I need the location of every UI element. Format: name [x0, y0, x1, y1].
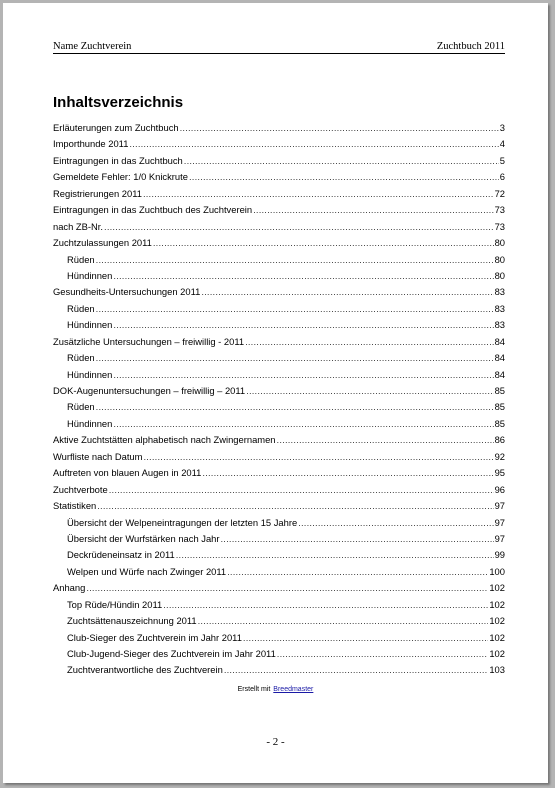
header-left: Name Zuchtverein	[53, 41, 132, 52]
toc-entry-page: 103	[489, 664, 505, 676]
toc-entry-page: 83	[494, 302, 505, 314]
toc-entry-page: 83	[494, 319, 505, 331]
toc-entry-page: 97	[494, 500, 505, 512]
toc-entry-label: Gesundheits-Untersuchungen 2011	[53, 286, 201, 298]
toc-dot-leader	[277, 432, 494, 448]
toc-dot-leader	[189, 169, 499, 185]
toc-entry-page: 80	[494, 237, 505, 249]
toc-entry-label: Rüden	[67, 401, 95, 413]
toc-entry-label: Eintragungen in das Zuchtbuch	[53, 154, 183, 166]
toc-entry[interactable]	[53, 317, 505, 333]
toc-dot-leader	[86, 580, 488, 596]
toc-entry-label: Zuchtsättenauszeichnung 2011	[67, 615, 197, 627]
toc-entry-label: Statistiken	[53, 500, 97, 512]
toc-entry-page: 4	[499, 138, 505, 150]
toc-entry-page: 102	[489, 598, 505, 610]
toc-entry-page: 102	[489, 615, 505, 627]
toc-dot-leader	[198, 613, 489, 629]
toc-entry-label: Erläuterungen zum Zuchtbuch	[53, 122, 179, 133]
toc-entry[interactable]	[53, 219, 505, 235]
toc-dot-leader	[97, 498, 493, 514]
toc-entry-page: 80	[494, 253, 505, 265]
toc-entry-label: Zuchtverbote	[53, 483, 108, 495]
toc-entry-page: 6	[499, 171, 505, 183]
toc-entry-page: 72	[494, 187, 505, 199]
running-header	[53, 41, 505, 54]
toc-entry[interactable]	[53, 350, 505, 366]
toc-entry-page: 99	[494, 549, 505, 561]
toc-entry-label: Importhunde 2011	[53, 138, 129, 150]
toc-entry-page: 85	[494, 401, 505, 413]
toc-entry[interactable]	[53, 334, 505, 350]
breedmaster-link[interactable]: Breedmaster	[273, 686, 314, 693]
toc-entry-label: nach ZB-Nr.	[53, 220, 104, 232]
toc-dot-leader	[109, 482, 494, 498]
toc-entry-label: Aktive Zuchtstätten alphabetisch nach Zwingernamen	[53, 434, 276, 446]
toc-entry[interactable]	[53, 547, 505, 563]
toc-entry-label: Hündinnen	[67, 368, 113, 380]
toc-dot-leader	[221, 531, 494, 547]
toc-entry[interactable]	[53, 630, 505, 646]
toc-entry-page: 84	[494, 352, 505, 364]
toc-entry[interactable]	[53, 136, 505, 152]
toc-entry-label: Auftreten von blauen Augen in 2011	[53, 467, 202, 479]
toc-entry[interactable]	[53, 482, 505, 498]
toc-entry[interactable]	[53, 597, 505, 613]
created-with-text: Erstellt mit	[237, 686, 271, 693]
toc-entry-label: Hündinnen	[67, 417, 113, 429]
created-with-note	[3, 686, 548, 693]
toc-dot-leader	[143, 449, 493, 465]
toc-entry-label: Club-Jugend-Sieger des Zuchtverein im Jahr 2011	[67, 648, 276, 659]
toc-entry-label: Rüden	[67, 352, 95, 364]
toc-dot-leader	[113, 367, 493, 383]
toc-entry[interactable]	[53, 367, 505, 383]
toc-entry[interactable]	[53, 515, 505, 531]
toc-dot-leader	[104, 219, 494, 235]
toc-dot-leader	[245, 334, 493, 350]
toc-dot-leader	[227, 564, 488, 580]
toc-entry[interactable]	[53, 416, 505, 432]
toc-entry-page: 102	[489, 582, 505, 594]
toc-dot-leader	[246, 383, 493, 399]
toc-entry-label: Zusätzliche Untersuchungen – freiwillig - 2011	[53, 335, 245, 347]
toc-entry-label: Hündinnen	[67, 319, 113, 331]
toc-entry-page: 84	[494, 368, 505, 380]
toc-dot-leader	[298, 515, 493, 531]
toc-entry-page: 102	[489, 648, 505, 659]
toc-entry-page: 97	[494, 532, 505, 544]
toc-dot-leader	[180, 120, 499, 136]
toc-entry-page: 85	[494, 417, 505, 429]
toc-entry[interactable]	[53, 465, 505, 481]
toc-entry[interactable]	[53, 235, 505, 251]
toc-entry-page: 96	[494, 483, 505, 495]
toc-entry-label: Welpen und Würfe nach Zwinger 2011	[67, 565, 227, 577]
toc-entry[interactable]	[53, 662, 505, 678]
toc-entry-page: 5	[499, 154, 505, 166]
toc-entry-label: Übersicht der Wurfstärken nach Jahr	[67, 532, 220, 544]
toc-entry-page: 95	[494, 467, 505, 479]
toc-dot-leader	[113, 268, 493, 284]
toc-entry-page: 84	[494, 335, 505, 347]
toc-entry-label: Zuchtzulassungen 2011	[53, 237, 152, 249]
toc-dot-leader	[96, 399, 494, 415]
toc-dot-leader	[113, 317, 493, 333]
toc-entry[interactable]	[53, 399, 505, 415]
toc-dot-leader	[163, 597, 488, 613]
toc-entry-label: Deckrüdeneinsatz in 2011	[67, 549, 175, 561]
toc-entry-page: 73	[494, 204, 505, 216]
toc-dot-leader	[153, 235, 494, 251]
header-right: Zuchtbuch 2011	[436, 41, 505, 52]
toc-entry[interactable]	[53, 432, 505, 448]
toc-dot-leader	[202, 465, 493, 481]
toc-entry[interactable]	[53, 613, 505, 629]
toc-entry-page: 3	[499, 122, 505, 133]
toc-entry[interactable]	[53, 301, 505, 317]
toc-entry[interactable]	[53, 531, 505, 547]
toc-entry-label: Rüden	[67, 253, 95, 265]
toc-dot-leader	[253, 202, 493, 218]
table-of-contents	[53, 120, 505, 679]
toc-entry[interactable]	[53, 449, 505, 465]
toc-entry[interactable]	[53, 580, 505, 596]
toc-dot-leader	[224, 662, 489, 678]
toc-entry-page: 86	[494, 434, 505, 446]
toc-dot-leader	[184, 153, 499, 169]
toc-dot-leader	[96, 350, 494, 366]
toc-dot-leader	[96, 252, 494, 268]
toc-entry[interactable]	[53, 646, 505, 662]
toc-entry-label: Gemeldete Fehler: 1/0 Knickrute	[53, 171, 188, 183]
toc-entry-page: 97	[494, 516, 505, 528]
toc-entry-page: 83	[494, 286, 505, 298]
toc-dot-leader	[143, 186, 494, 202]
toc-entry[interactable]	[53, 252, 505, 268]
toc-title: Inhaltsverzeichnis	[53, 94, 184, 111]
toc-entry[interactable]	[53, 383, 505, 399]
document-page	[3, 3, 548, 783]
toc-entry[interactable]	[53, 202, 505, 218]
toc-entry-page: 100	[489, 565, 505, 577]
toc-entry[interactable]	[53, 284, 505, 300]
toc-entry-label: Club-Sieger des Zuchtverein im Jahr 2011	[67, 631, 242, 643]
toc-entry-page: 73	[494, 220, 505, 232]
toc-entry-label: Übersicht der Welpeneintragungen der letzten 15 Jahre	[67, 516, 298, 528]
toc-entry-label: Wurfliste nach Datum	[53, 450, 143, 462]
toc-entry-label: Top Rüde/Hündin 2011	[67, 598, 163, 610]
toc-dot-leader	[243, 630, 488, 646]
toc-dot-leader	[201, 284, 493, 300]
toc-entry[interactable]	[53, 268, 505, 284]
toc-entry-page: 85	[494, 385, 505, 396]
toc-entry-label: DOK-Augenuntersuchungen – freiwillig – 2011	[53, 385, 246, 396]
page-number: - 2 -	[266, 736, 285, 748]
toc-dot-leader	[176, 547, 494, 563]
toc-entry[interactable]	[53, 498, 505, 514]
toc-entry[interactable]	[53, 120, 505, 136]
toc-entry-label: Anhang	[53, 582, 86, 594]
toc-entry-label: Hündinnen	[67, 269, 113, 281]
toc-entry-label: Eintragungen in das Zuchtbuch des Zuchtverein	[53, 204, 253, 216]
toc-entry-page: 102	[489, 631, 505, 643]
toc-entry[interactable]	[53, 564, 505, 580]
toc-dot-leader	[96, 301, 494, 317]
toc-entry[interactable]	[53, 153, 505, 169]
toc-entry[interactable]	[53, 186, 505, 202]
toc-entry-page: 80	[494, 269, 505, 281]
toc-entry[interactable]	[53, 169, 505, 185]
toc-entry-label: Rüden	[67, 302, 95, 314]
toc-entry-label: Registrierungen 2011	[53, 187, 142, 199]
toc-dot-leader	[277, 646, 489, 662]
toc-dot-leader	[129, 136, 498, 152]
toc-entry-label: Zuchtverantwortliche des Zuchtverein	[67, 664, 223, 676]
toc-entry-page: 92	[494, 450, 505, 462]
toc-dot-leader	[113, 416, 493, 432]
